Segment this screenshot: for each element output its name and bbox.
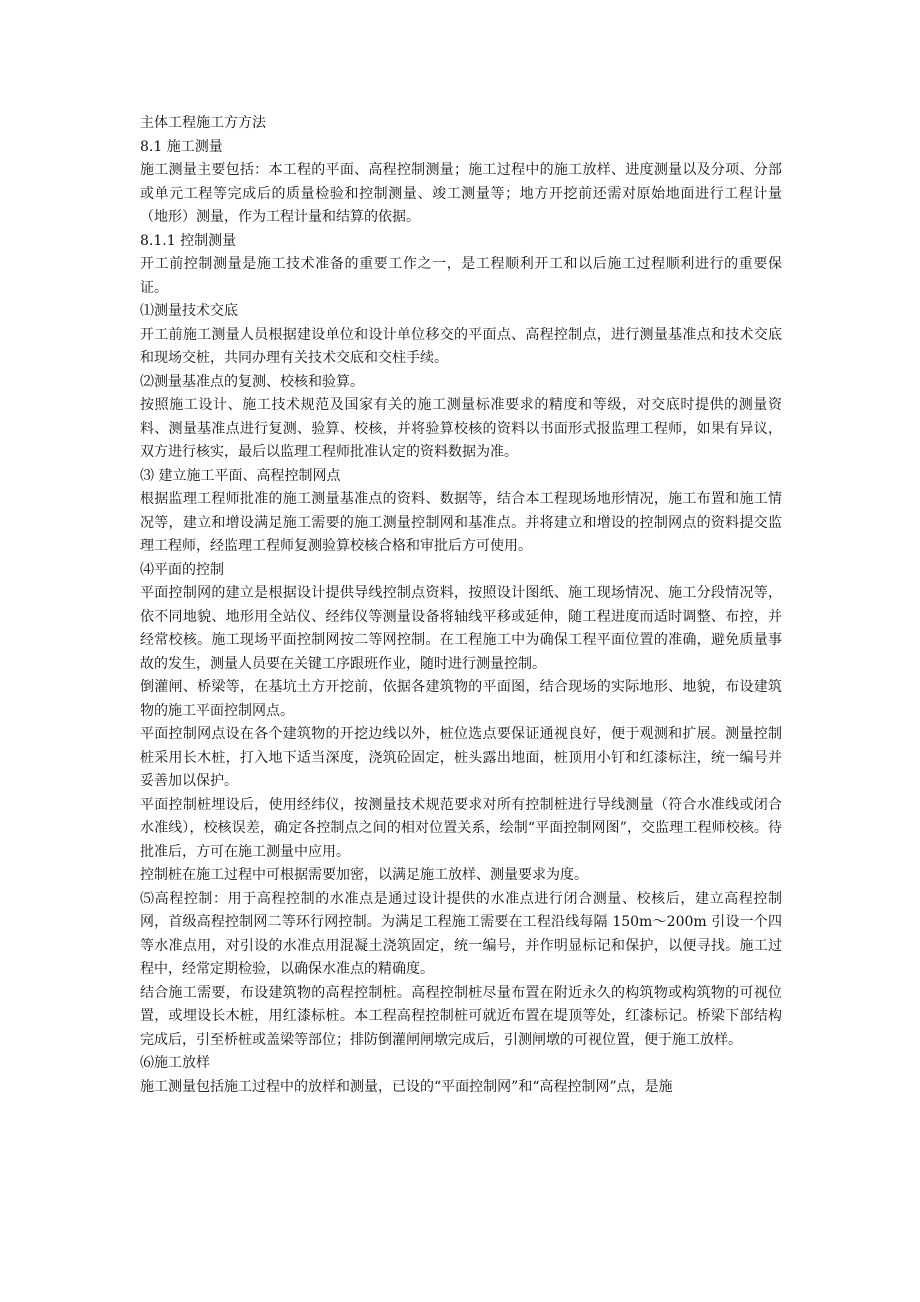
subheading-2: ⑵测量基准点的复测、校核和验算。 bbox=[140, 373, 364, 390]
subheading-3: ⑶ 建立施工平面、高程控制网点 bbox=[140, 467, 341, 484]
paragraph: 施工测量主要包括：本工程的平面、高程控制测量；施工过程中的施工放样、进度测量以及分项、分部或单元工程等完成后的质量检验和控制测量、竣工测量等；地方开挖前还需对原始地面进行工程计量（地形）测量，作为工程计量和结算的依据。 bbox=[140, 162, 782, 225]
paragraph: 施工测量包括施工过程中的放样和测量，已设的“平面控制网”和“高程控制网”点，是施 bbox=[140, 1078, 673, 1095]
document-title: 主体工程施工方方法 bbox=[140, 115, 266, 131]
section-heading-8-1: 8.1 施工测量 bbox=[140, 138, 223, 155]
paragraph: 平面控制桩埋设后，使用经纬仪，按测量技术规范要求对所有控制桩进行导线测量（符合水准线或闭合水准线），校核误差，确定各控制点之间的相对位置关系，绘制“平面控制网图”，交监理工程师校核。待批准后，方可在施工测量中应用。 bbox=[140, 796, 782, 860]
section-heading-8-1-1: 8.1.1 控制测量 bbox=[140, 232, 237, 249]
paragraph: 开工前控制测量是施工技术准备的重要工作之一，是工程顺利开工和以后施工过程顺利进行的重要保证。 bbox=[140, 256, 782, 296]
paragraph: 开工前施工测量人员根据建设单位和设计单位移交的平面点、高程控制点，进行测量基准点和技术交底和现场交桩，共同办理有关技术交底和交柱手续。 bbox=[140, 326, 782, 366]
paragraph: 根据监理工程师批准的施工测量基准点的资料、数据等，结合本工程现场地形情况，施工布置和施工情况等，建立和增设满足施工需要的施工测量控制网和基准点。并将建立和增设的控制网点的资料提交监理工程师，经监理工程师复测验算校核合格和审批后方可使用。 bbox=[140, 491, 782, 554]
subheading-4: ⑷平面的控制 bbox=[140, 561, 224, 578]
paragraph: 按照施工设计、施工技术规范及国家有关的施工测量标准要求的精度和等级，对交底时提供的测量资料、测量基准点进行复测、验算、校核，并将验算校核的资料以书面形式报监理工程师，如果有异议，双方进行核实，最后以监理工程师批准认定的资料数据为准。 bbox=[140, 397, 782, 460]
paragraph: 倒灌闸、桥梁等，在基坑土方开挖前，依据各建筑物的平面图，结合现场的实际地形、地貌，布设建筑物的施工平面控制网点。 bbox=[140, 679, 782, 719]
paragraph: 控制桩在施工过程中可根据需要加密，以满足施工放样、测量要求为度。 bbox=[140, 867, 588, 883]
document-page bbox=[140, 112, 782, 1099]
subheading-1: ⑴测量技术交底 bbox=[140, 303, 238, 319]
subheading-6: ⑹施工放样 bbox=[140, 1055, 210, 1071]
paragraph: 平面控制网的建立是根据设计提供导线控制点资料，按照设计图纸、施工现场情况、施工分段情况等，依不同地貌、地形用全站仪、经纬仪等测量设备将轴线平移或延伸，随工程进度而适时调整、布控，并经常校核。施工现场平面控制网按二等网控制。在工程施工中为确保工程平面位置的准确，避免质量事故的发生，测量人员要在关键工序跟班作业，随时进行测量控制。 bbox=[140, 585, 782, 672]
paragraph: 平面控制网点设在各个建筑物的开挖边线以外，桩位选点要保证通视良好，便于观测和扩展。测量控制桩采用长木桩，打入地下适当深度，浇筑砼固定，桩头露出地面，桩顶用小钉和红漆标注，统一编号并妥善加以保护。 bbox=[140, 726, 782, 789]
paragraph: 结合施工需要，布设建筑物的高程控制桩。高程控制桩尽量布置在附近永久的构筑物或构筑物的可视位置，或埋设长木桩，用红漆标桩。本工程高程控制桩可就近布置在堤顶等处，红漆标记。桥梁下部结构完成后，引至桥桩或盖梁等部位；排防倒灌闸闸墩完成后，引测闸墩的可视位置，便于施工放样。 bbox=[140, 984, 782, 1048]
paragraph: ⑸高程控制：用于高程控制的水准点是通过设计提供的水准点进行闭合测量、校核后，建立高程控制网，首级高程控制网二等环行网控制。为满足工程施工需要在工程沿线每隔 150m～200m 引设一个四等水准点用，对引设的水准点用混凝土浇筑固定，统一编号，并作明显标记和保护，以便寻找。施工过程中，经常定期检验，以确保水准点的精确度。 bbox=[140, 890, 782, 977]
